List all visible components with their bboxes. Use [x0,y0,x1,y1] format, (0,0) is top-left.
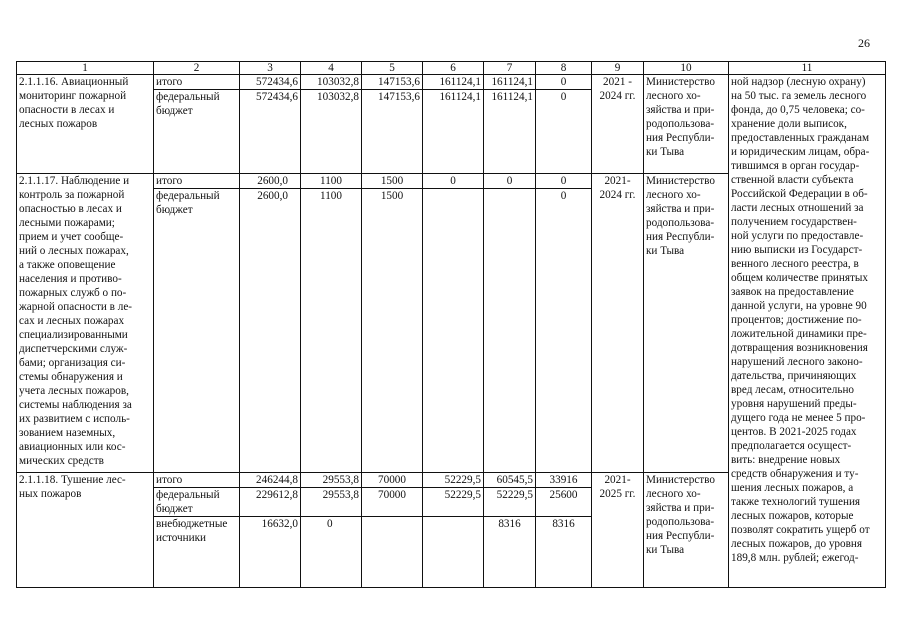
year-amount [484,189,536,473]
year-amount [423,189,484,473]
executor: Министерство лесного хо- зяйства и при- родопользова- ния Республи- ки Тыва [644,174,729,473]
table-cell-filler [301,545,362,587]
total-amount: 2600,0 [240,189,301,473]
column-header: 4 [301,62,362,75]
year-amount: 52229,5 [423,488,484,517]
program-measures-table [16,61,886,588]
year-amount: 70000 [362,488,423,517]
measure-name: 2.1.1.17. Наблюдение и контроль за пожарной опасностью в лесах и лесными пожарами; прием и учет сообще- ний о лесных пожарах, а также оповещение населения и противо- пожарных служб о по- жарной опасности в ле- сах и лесных пожарах специализированными диспетчерскими служ- бами; организация си- стемы обнаружения и учета лесных пожаров, системы наблюдения за их развитием с исполь- зованием наземных, авиационных или кос- мических средств [17,174,154,473]
column-header: 7 [484,62,536,75]
year-amount: 29553,8 [301,488,362,517]
year-amount: 161124,1 [484,90,536,174]
funding-source: итого [154,473,240,488]
column-header: 5 [362,62,423,75]
year-amount: 1500 [362,189,423,473]
year-amount: 161124,1 [423,90,484,174]
year-amount: 0 [423,174,484,189]
implementation-period: 2021- 2025 гг. [592,473,644,588]
funding-source: федеральный бюджет [154,488,240,517]
year-amount: 33916 [536,473,592,488]
total-amount: 572434,6 [240,90,301,174]
year-amount: 147153,6 [362,75,423,90]
year-amount: 0 [536,189,592,473]
year-amount: 103032,8 [301,75,362,90]
expected-results: ной надзор (лесную охрану) на 50 тыс. га земель лесного фонда, до 0,75 человека; со- хранение доли выписок, предоставленных гражданам и юридическим лицам, обра- тившимся в орган государ- ственной власти субъекта Российской Федерации в об- ласти лесных отношений за получением государствен- ной услуги по предоставле- нию выписки из Государст- венного лесного реестра, в общем количестве принятых заявок на предоставление данной услуги, на уровне 90 процентов; достижение по- ложительной динамики пре- дотвращения возникновения нарушений лесного законо- дательства, причиняющих вред лесам, относительно уровня нарушений преды- дущего года не менее 5 про- центов. В 2021-2025 годах предполагается осущест- вить: внедрение новых средств обнаружения и ту- шения лесных пожаров, а также технологий тушения лесных пожаров, которые позволят сократить ущерб от лесных пожаров, до уровня 189,8 млн. рублей; ежегод- [729,75,886,588]
funding-source: итого [154,174,240,189]
year-amount: 161124,1 [423,75,484,90]
column-header: 6 [423,62,484,75]
column-header: 10 [644,62,729,75]
year-amount: 1100 [301,189,362,473]
table-cell-filler [484,545,536,587]
year-amount: 0 [301,517,362,546]
funding-source: внебюджетные источники [154,517,240,546]
year-amount: 1100 [301,174,362,189]
table-cell-filler [536,545,592,587]
year-amount: 8316 [484,517,536,546]
year-amount: 161124,1 [484,75,536,90]
total-amount: 229612,8 [240,488,301,517]
page-number: 26 [858,36,870,50]
column-header: 9 [592,62,644,75]
funding-source-filler [154,545,240,587]
table-row [17,75,886,90]
year-amount: 0 [536,90,592,174]
table-cell-filler [240,545,301,587]
column-header: 8 [536,62,592,75]
year-amount: 52229,5 [423,473,484,488]
year-amount [423,517,484,546]
column-header: 3 [240,62,301,75]
column-number-row [17,62,886,75]
year-amount: 0 [536,75,592,90]
year-amount: 103032,8 [301,90,362,174]
year-amount [362,517,423,546]
implementation-period: 2021- 2024 гг. [592,174,644,473]
total-amount: 572434,6 [240,75,301,90]
year-amount: 1500 [362,174,423,189]
measure-name: 2.1.1.18. Тушение лес- ных пожаров [17,473,154,588]
year-amount: 8316 [536,517,592,546]
year-amount: 70000 [362,473,423,488]
year-amount: 0 [484,174,536,189]
implementation-period: 2021 - 2024 гг. [592,75,644,174]
column-header: 1 [17,62,154,75]
funding-source: итого [154,75,240,90]
column-header: 11 [729,62,886,75]
funding-source: федеральный бюджет [154,90,240,174]
year-amount: 0 [536,174,592,189]
total-amount: 2600,0 [240,174,301,189]
measure-name: 2.1.1.16. Авиационный мониторинг пожарной опасности в лесах и лесных пожаров [17,75,154,174]
column-header: 2 [154,62,240,75]
total-amount: 246244,8 [240,473,301,488]
executor: Министерство лесного хо- зяйства и при- родопользова- ния Республи- ки Тыва [644,473,729,588]
year-amount: 147153,6 [362,90,423,174]
table-cell-filler [423,545,484,587]
table-cell-filler [362,545,423,587]
total-amount: 16632,0 [240,517,301,546]
year-amount: 29553,8 [301,473,362,488]
year-amount: 25600 [536,488,592,517]
year-amount: 52229,5 [484,488,536,517]
year-amount: 60545,5 [484,473,536,488]
funding-source: федеральный бюджет [154,189,240,473]
executor: Министерство лесного хо- зяйства и при- родопользова- ния Республи- ки Тыва [644,75,729,174]
